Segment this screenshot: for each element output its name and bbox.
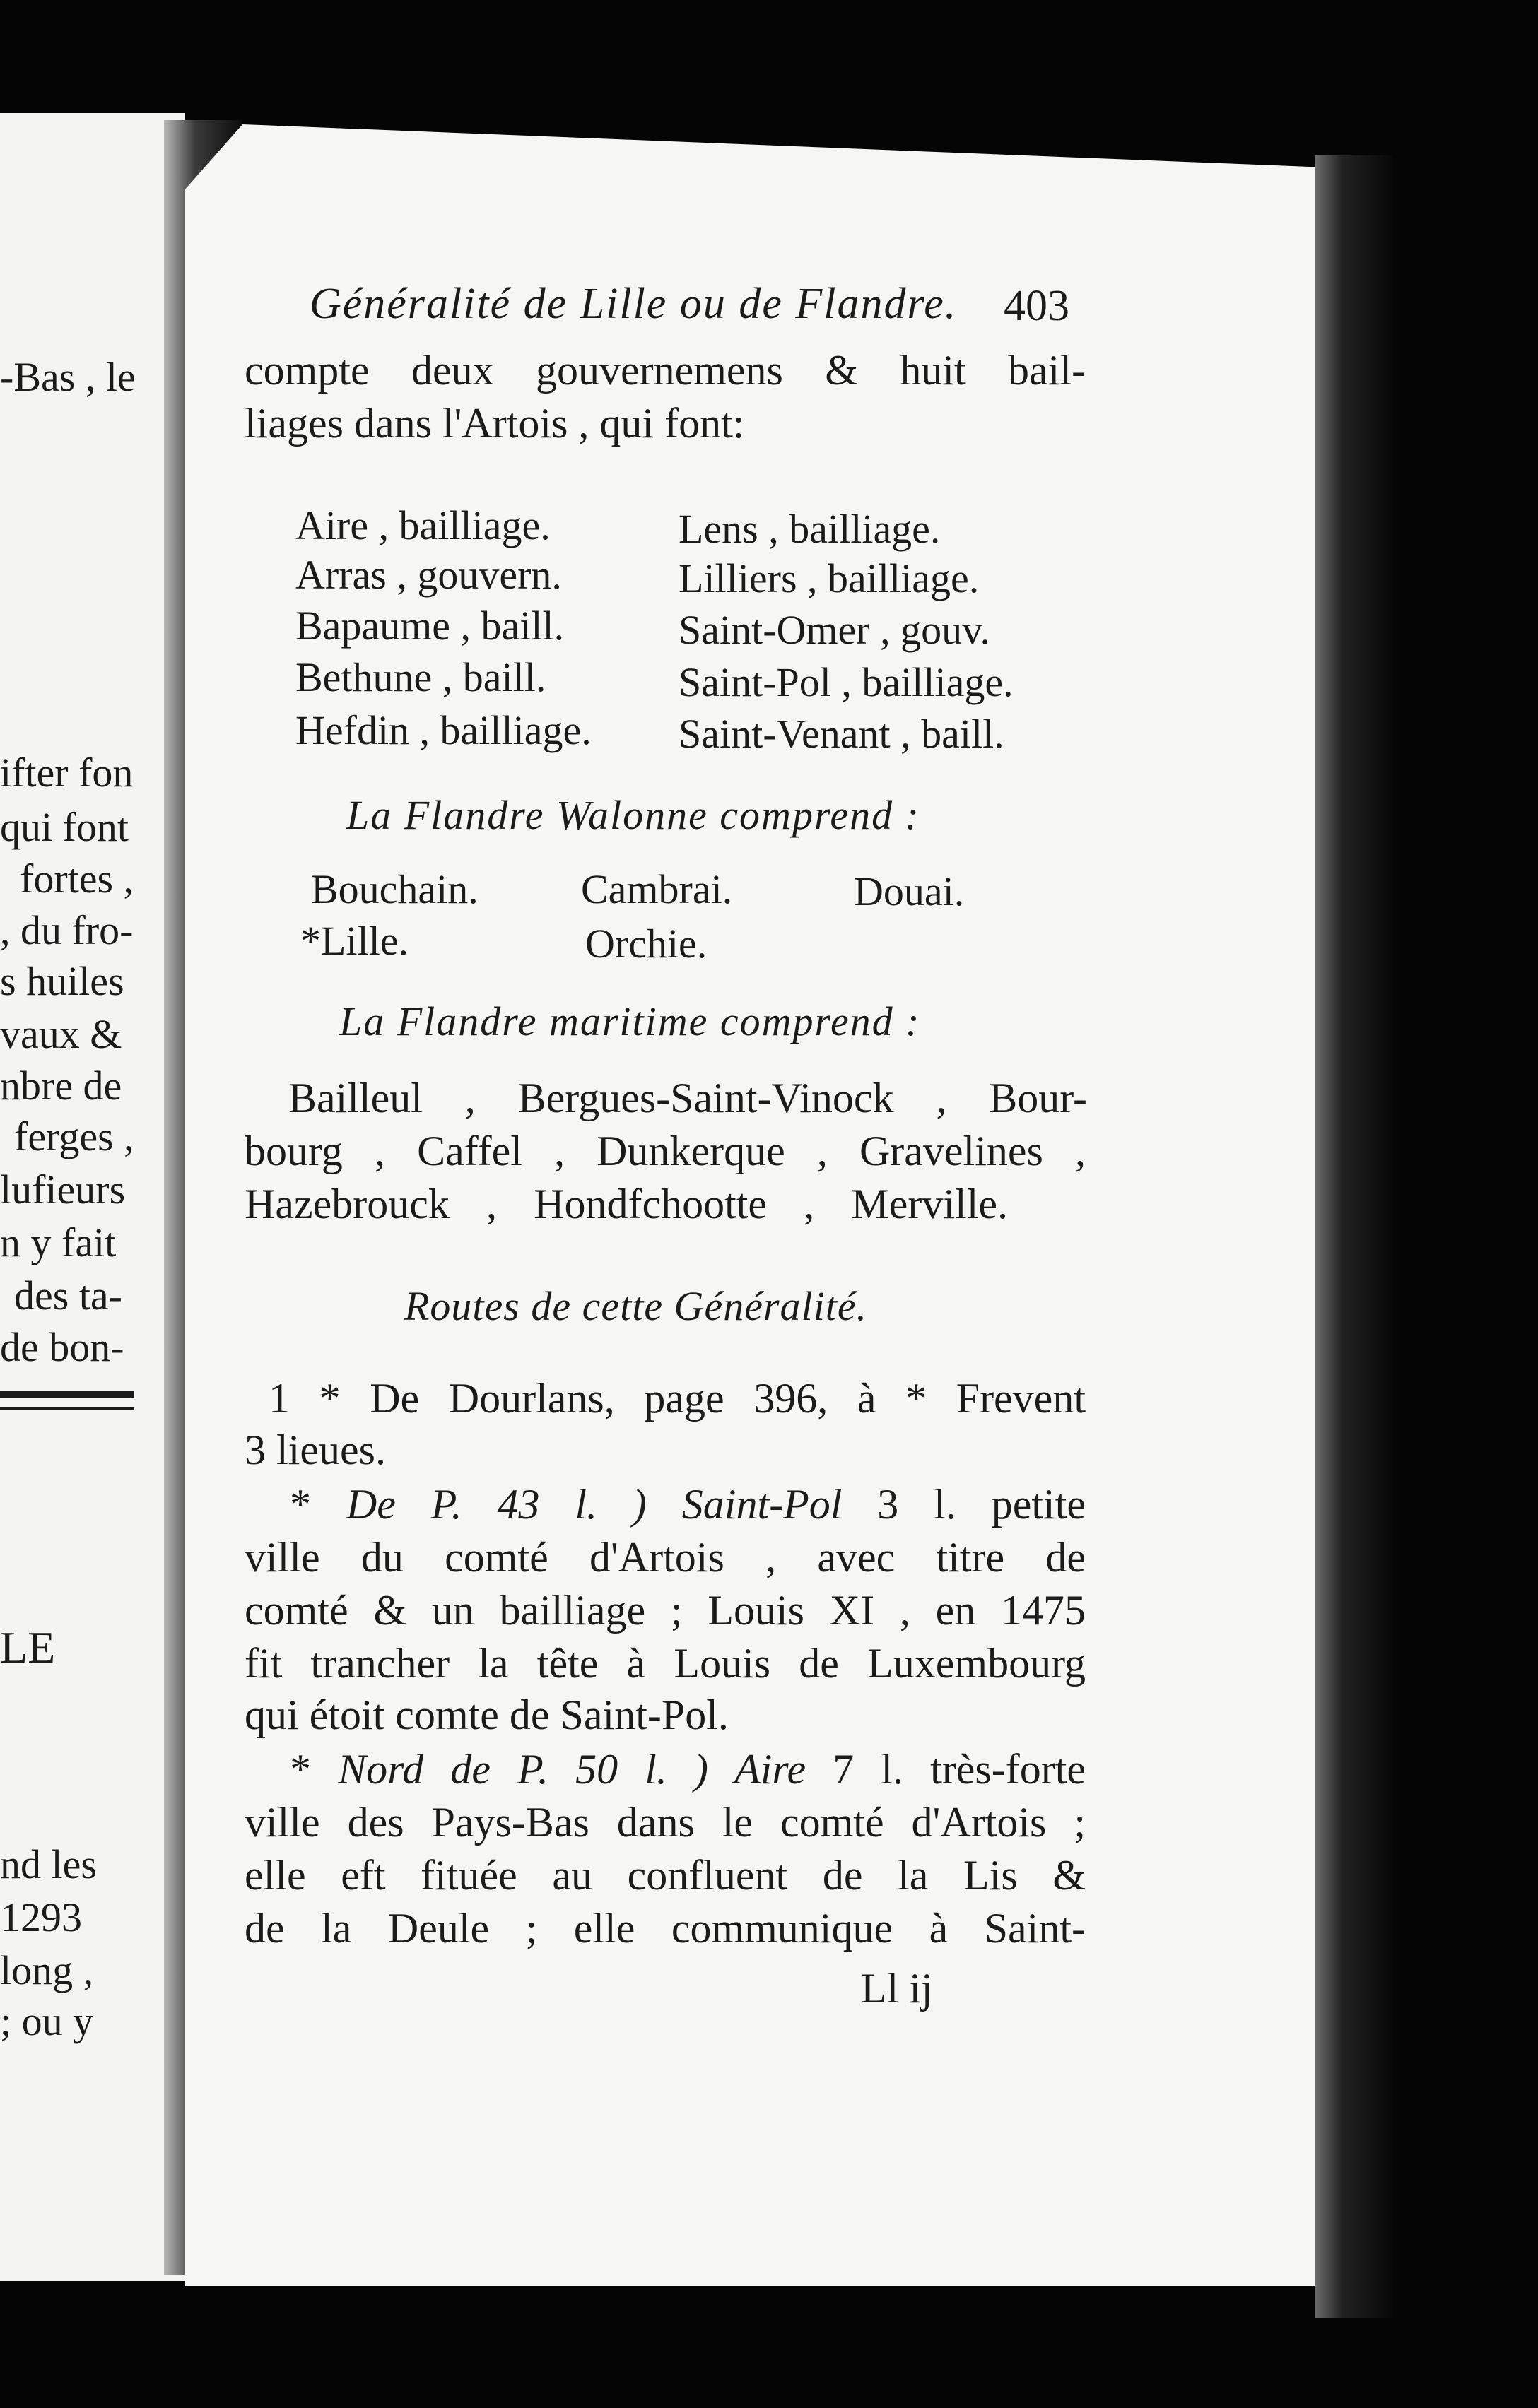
left-page-fragment: de bon- bbox=[0, 1324, 124, 1370]
body-line: compte deux gouvernemens & huit bail- bbox=[245, 347, 1086, 394]
body-line: liages dans l'Artois , qui font: bbox=[245, 400, 745, 447]
left-page bbox=[0, 113, 185, 2281]
body-line: Bailleul , Bergues-Saint-Vinock , Bour- bbox=[288, 1075, 1087, 1121]
left-page-fragment: long , bbox=[0, 1947, 94, 1993]
page-edge-shadow bbox=[1315, 155, 1392, 2318]
left-page-fragment: ferges , bbox=[14, 1114, 134, 1159]
left-page-fragment: nd les bbox=[0, 1841, 97, 1887]
route-line: 3 lieues. bbox=[245, 1427, 386, 1473]
left-page-fragment: vaux & bbox=[0, 1011, 122, 1057]
left-page-fragment: des ta- bbox=[14, 1273, 122, 1318]
route-line: elle eft fituée au confluent de la Lis & bbox=[245, 1852, 1086, 1899]
artois-entry: Arras , gouvern. bbox=[295, 552, 562, 598]
place-name: Bouchain. bbox=[311, 866, 479, 912]
section-rule-thin bbox=[0, 1407, 134, 1410]
left-page-fragment: LE bbox=[0, 1622, 56, 1672]
left-page-fragment: n y fait bbox=[0, 1220, 117, 1265]
artois-entry: Bethune , baill. bbox=[295, 654, 546, 700]
left-page-fragment: -Bas , le bbox=[0, 354, 136, 400]
artois-entry: Aire , bailliage. bbox=[295, 502, 551, 548]
route-line: comté & un bailliage ; Louis XI , en 1475 bbox=[245, 1587, 1086, 1634]
route-line: ville des Pays-Bas dans le comté d'Artois ; bbox=[245, 1799, 1086, 1846]
left-page-fragment: nbre de bbox=[0, 1063, 122, 1109]
left-page-fragment: , du fro- bbox=[0, 907, 134, 953]
place-name: Douai. bbox=[854, 868, 965, 914]
section-heading: La Flandre maritime comprend : bbox=[339, 998, 921, 1044]
place-name: Cambrai. bbox=[581, 866, 733, 912]
artois-entry: Saint-Venant , baill. bbox=[679, 711, 1004, 757]
left-page-fragment: s huiles bbox=[0, 958, 124, 1004]
route-line: ville du comté d'Artois , avec titre de bbox=[245, 1534, 1086, 1581]
artois-entry: Saint-Omer , gouv. bbox=[679, 607, 990, 653]
section-heading: Routes de cette Généralité. bbox=[404, 1283, 868, 1329]
place-name: *Lille. bbox=[300, 918, 409, 964]
place-name: Orchie. bbox=[585, 921, 708, 967]
section-rule bbox=[0, 1391, 134, 1398]
left-page-fragment: ; ou y bbox=[0, 1998, 94, 2044]
route-line: * De P. 43 l. ) Saint-Pol 3 l. petite bbox=[290, 1481, 1086, 1528]
section-heading: La Flandre Walonne comprend : bbox=[346, 792, 920, 838]
route-line: qui étoit comte de Saint-Pol. bbox=[245, 1692, 729, 1738]
left-page-fragment: lufieurs bbox=[0, 1167, 126, 1212]
route-line: de la Deule ; elle communique à Saint- bbox=[245, 1905, 1086, 1952]
body-line: Hazebrouck , Hondfchootte , Merville. bbox=[245, 1181, 1008, 1227]
route-line: fit trancher la tête à Louis de Luxembourg bbox=[245, 1640, 1086, 1687]
artois-entry: Lens , bailliage. bbox=[679, 506, 941, 552]
route-line: * Nord de P. 50 l. ) Aire 7 l. très-forte bbox=[290, 1746, 1086, 1793]
artois-entry: Saint-Pol , bailliage. bbox=[679, 659, 1014, 705]
left-page-fragment: qui font bbox=[0, 804, 129, 850]
artois-entry: Hefdin , bailliage. bbox=[295, 707, 592, 753]
left-page-fragment: ifter fon bbox=[0, 750, 134, 796]
artois-entry: Lilliers , bailliage. bbox=[679, 555, 980, 601]
route-line: 1 * De Dourlans, page 396, à * Frevent bbox=[269, 1375, 1086, 1422]
artois-entry: Bapaume , baill. bbox=[295, 603, 565, 649]
body-line: bourg , Caffel , Dunkerque , Gravelines , bbox=[245, 1128, 1086, 1174]
left-page-fragment: fortes , bbox=[20, 856, 134, 902]
page-number: 403 bbox=[1004, 282, 1069, 330]
running-title: Généralité de Lille ou de Flandre. bbox=[310, 280, 958, 328]
signature-mark: Ll ij bbox=[861, 1965, 933, 2012]
left-page-fragment: 1293 bbox=[0, 1894, 82, 1940]
